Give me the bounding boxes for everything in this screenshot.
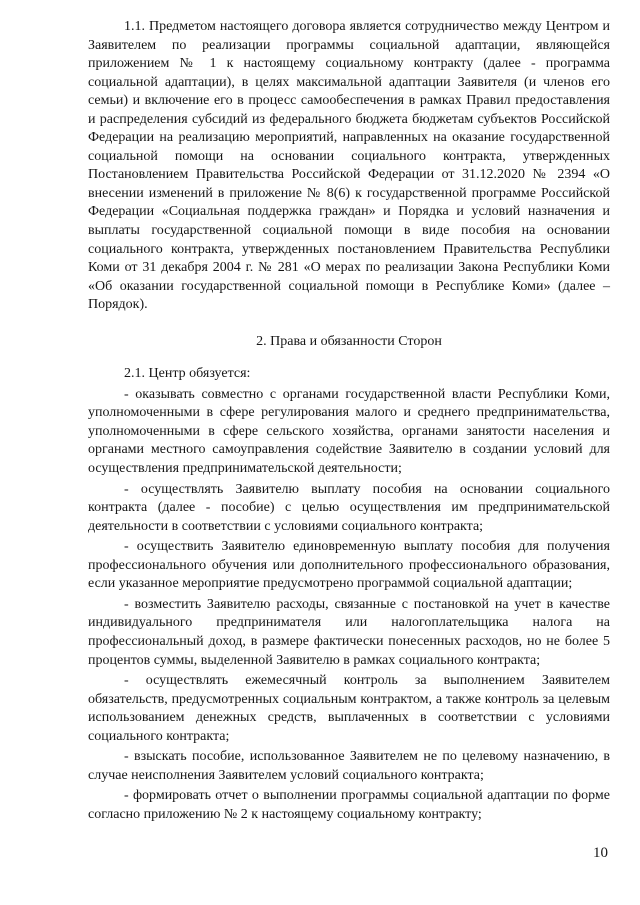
list-item: - осуществлять Заявителю выплату пособия на основании социального контракта (далее - пособие) с целью осуществления им предпринимательской деятельности в соответствии с условиями социального контракта; xyxy=(88,481,610,534)
list-item: - формировать отчет о выполнении программы социальной адаптации по форме согласно приложению № 2 к настоящему социальному контракту; xyxy=(88,788,610,822)
page-number: 10 xyxy=(593,845,608,862)
list-item: - оказывать совместно с органами государственной власти Республики Коми, уполномоченными в сфере регулирования малого и среднего предпринимательства, уполномоченными в сфере сельского хозяйства, органами занятости населения и органами местного самоуправления содействие Заявителю в создании условий для осуществления предпринимательской деятельности; xyxy=(88,386,610,477)
list-item: - возместить Заявителю расходы, связанные с постановкой на учет в качестве индивидуального предпринимателя или налогоплательщика налога на профессиональный доход, в размере фактически понесенных расходов, но не более 5 процентов суммы, выделенной Заявителю в рамках социального контракта; xyxy=(88,596,610,668)
section-heading: 2. Права и обязанности Сторон xyxy=(256,333,442,349)
paragraph-1-1: 1.1. Предметом настоящего договора является сотрудничество между Центром и Заявителем по реализации программы социальной адаптации, являющейся приложением № 1 к настоящему социальному контракту (далее - программа социальной адаптации), в целях максимальной адаптации Заявителя (и членов его семьи) и включение его в процесс самообеспечения в рамках Правил предоставления и распределения субсидий из федерального бюджета бюджетам субъектов Российской Федерации на реализацию мероприятий, направленных на оказание государственной социальной помощи на основании социального контракта, утвержденных Постановлением Правительства Российской Федерации от 31.12.2020 № 2394 «О внесении изменений в приложение № 8(6) к государственной программе Российской Федерации «Социальная поддержка граждан» и Порядка и условий назначения и выплаты государственной социальной помощи в виде пособия на основании социального контракта, утвержденных постановлением Правительства Республики Коми от 31 декабря 2004 г. № 281 «О мерах по реализации Закона Республики Коми «Об оказании государственной социальной помощи в Республике Коми» (далее – Порядок). xyxy=(88,19,610,313)
list-item: - взыскать пособие, использованное Заявителем не по целевому назначению, в случае неисполнения Заявителем условий социального контракта; xyxy=(88,749,610,783)
paragraph-2-1: 2.1. Центр обязуется: xyxy=(124,366,251,382)
list-item: - осуществлять ежемесячный контроль за выполнением Заявителем обязательств, предусмотренных социальным контрактом, а также контроль за целевым использованием денежных средств, выплаченных в соответствии с условиями социального контракта; xyxy=(88,673,610,744)
list-item: - осуществить Заявителю единовременную выплату пособия для получения профессионального обучения или дополнительного профессионального образования, если указанное мероприятие предусмотрено программой социальной адаптации; xyxy=(88,539,610,592)
